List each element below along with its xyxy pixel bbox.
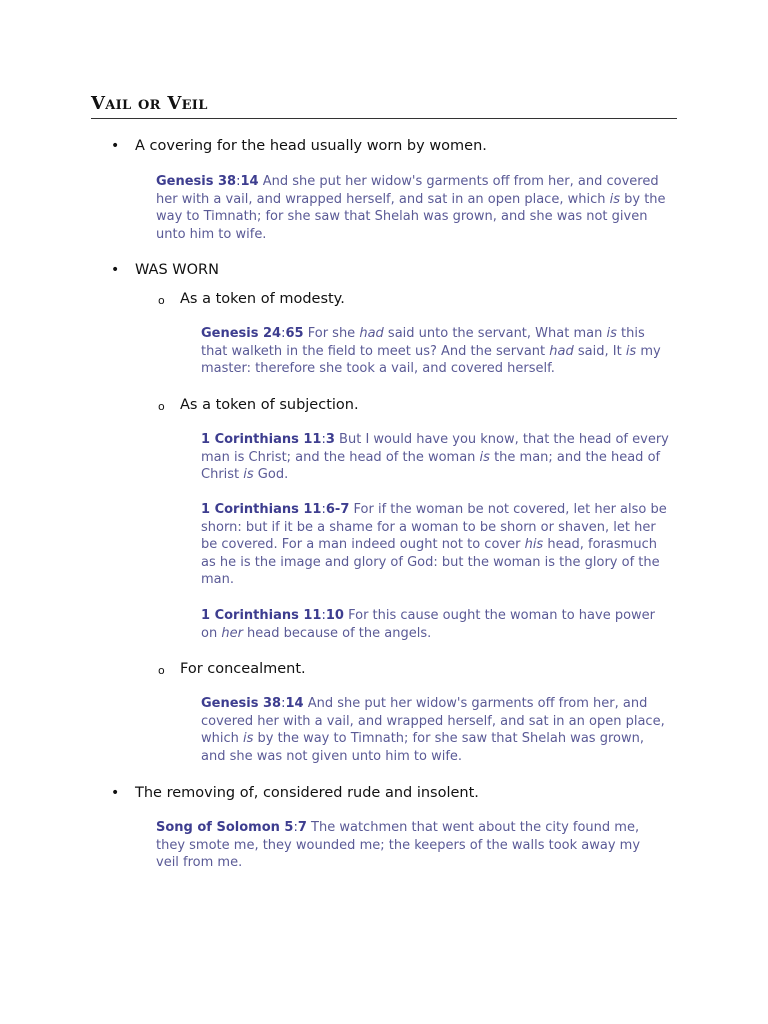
verse-text: For this cause ought the woman to have power on (201, 608, 656, 641)
sub-bullet-marker: o (158, 400, 165, 413)
verse-1-corinthians-11-6-7 (201, 501, 673, 589)
verse-text: this that walketh in the field to meet us? And the servant (201, 326, 645, 359)
verse-reference-book[interactable]: Genesis 38 (156, 174, 237, 189)
verse-text: the man; and the head of Christ (201, 449, 661, 482)
verse-reference-number[interactable]: 14 (240, 174, 259, 189)
verse-reference-number[interactable]: 14 (285, 696, 304, 711)
verse-reference-book[interactable]: 1 Corinthians 11 (201, 502, 322, 517)
verse-1-corinthians-11-10 (201, 607, 671, 642)
verse-text: And she put her widow's garments off from her, and covered her with a vail, and wrapped herself, and sat in an open place, which (201, 696, 665, 746)
verse-reference-book[interactable]: Genesis 38 (201, 696, 282, 711)
verse-italic-word: his (524, 537, 544, 552)
verse-text: head because of the angels. (242, 625, 432, 641)
verse-text: said, It (573, 343, 626, 359)
verse-italic-word: is (243, 467, 254, 482)
verse-reference-number[interactable]: 65 (285, 326, 304, 341)
verse-reference-number[interactable]: 7 (297, 820, 307, 835)
verse-italic-word: is (606, 326, 617, 341)
verse-genesis-24-65 (201, 325, 671, 378)
verse-reference-sep: : (321, 502, 326, 517)
verse-1-corinthians-11-3 (201, 431, 671, 484)
bullet-covering-head: A covering for the head usually worn by women. (135, 138, 487, 154)
verse-italic-word: is (625, 343, 637, 359)
verse-reference-number[interactable]: 3 (325, 432, 335, 447)
sub-bullet-subjection: As a token of subjection. (180, 397, 359, 413)
verse-reference-sep: : (293, 820, 298, 835)
verse-text: head, forasmuch as he is the image and glory of God: but the woman is the glory of the man. (201, 537, 660, 587)
sub-bullet-modesty: As a token of modesty. (180, 291, 345, 307)
bullet-dot: • (111, 262, 120, 278)
verse-reference-sep: : (321, 432, 326, 447)
verse-genesis-38-14 (156, 173, 672, 243)
verse-text: God. (253, 467, 289, 482)
sub-bullet-concealment: For concealment. (180, 661, 306, 677)
verse-text: The watchmen that went about the city found me, they smote me, they wounded me; the keepers of the walls took away my veil from me. (156, 820, 641, 870)
verse-italic-word: her (221, 625, 243, 641)
bullet-dot: • (111, 138, 120, 154)
verse-text: my master: therefore she took a vail, and covered herself. (201, 343, 661, 376)
verse-text: said unto the servant, What man (383, 326, 607, 341)
bullet-removing: The removing of, considered rude and insolent. (135, 785, 479, 801)
verse-reference-number[interactable]: 10 (325, 608, 344, 623)
verse-reference-book[interactable]: Genesis 24 (201, 326, 282, 341)
verse-italic-word: is (609, 191, 620, 207)
verse-reference-number[interactable]: 6-7 (325, 502, 350, 517)
verse-reference-sep: : (281, 326, 286, 341)
bullet-dot: • (111, 785, 120, 801)
verse-text: And she put her widow's garments off from her, and covered her with a vail, and wrapped herself, and sat in an open place, which (156, 174, 659, 207)
verse-reference-book[interactable]: 1 Corinthians 11 (201, 608, 322, 623)
sub-bullet-marker: o (158, 294, 165, 307)
verse-song-of-solomon-5-7 (156, 819, 666, 872)
sub-bullet-marker: o (158, 664, 165, 677)
bullet-was-worn: WAS WORN (135, 262, 219, 278)
verse-reference-book[interactable]: 1 Corinthians 11 (201, 432, 322, 447)
verse-text: by the way to Timnath; for she saw that Shelah was grown, and she was not given unto him to wife. (201, 731, 644, 764)
verse-text: by the way to Timnath; for she saw that Shelah was grown, and she was not given unto him to wife. (156, 191, 666, 242)
verse-italic-word: is (243, 731, 254, 746)
verse-text: But I would have you know, that the head of every man is Christ; and the head of the woman (201, 432, 669, 465)
verse-reference-sep: : (321, 608, 326, 623)
page-title: Vail or Veil (91, 92, 677, 119)
verse-text: For she (303, 326, 360, 341)
verse-reference-sep: : (281, 696, 286, 711)
verse-genesis-38-14-concealment (201, 695, 667, 765)
verse-reference-book[interactable]: Song of Solomon 5 (156, 820, 294, 835)
verse-text: For if the woman be not covered, let her also be shorn: but if it be a shame for a woman to be shorn or shaven, let her be covered. For a man indeed ought not to cover (201, 502, 667, 552)
verse-italic-word: had (359, 326, 384, 341)
verse-italic-word: had (549, 343, 574, 359)
verse-italic-word: is (479, 449, 490, 465)
verse-reference-sep: : (236, 174, 241, 189)
